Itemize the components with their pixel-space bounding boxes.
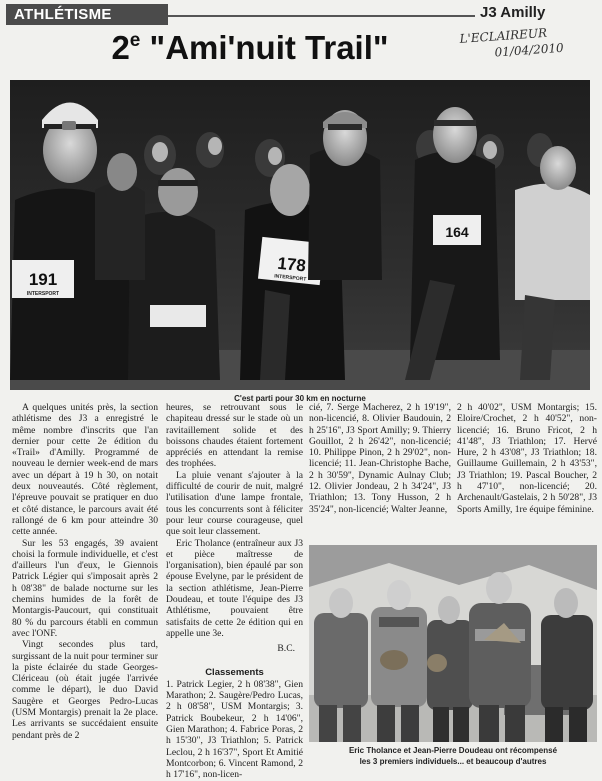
podium-caption-line-2: les 3 premiers individuels... et beaucoup d'autres [359,757,547,766]
article-column-2 [166,402,303,781]
article-paragraph: Eric Tholance (entraîneur aux J3 et pièce maîtresse de l'organisation), bien épaulé par son épouse Evelyne, par le président de la section athlétisme, Jean-Pierre Doudeau, et toute l'équipe des J3 Athlétisme, pouvaient être satisfaits de cette 2e édition qui en appelle une 3e. [166,537,303,639]
article-paragraph: Vingt secondes plus tard, surgissant de la nuit pour terminer sur la piste éclairée du stade Georges-Clériceau (où était jugée l'arrivée comme le départ), le duo David Saugère et Georges Pedro-Lucas (USM Montargis) prenait la 2e place. Les arrivants se succédaient ensuite pendant près de 2 [12,639,158,741]
results-text: 2 h 40'02", USM Montargis; 15. Eloire/Crochet, 2 h 40'52", non-licencié; 16. Bruno Fricot, 2 h 41'48", J3 Triathlon; 17. Hervé Hure, 2 h 43'08", J3 Triathlon; 18. Guillaume Guillemain, 2 h 43'53", J3 Triathlon; 19. Pascal Boucher, 2 h 47'10", non-licencié; 20. Archenault/Gastelais, 2 h 50'28", J3 Sports Amilly, 1re équipe féminine. [457,402,597,515]
bib-191: 191 [28,270,58,289]
article-paragraph: La pluie venant s'ajouter à la difficulté de courir de nuit, malgré l'utilisation d'une lampe frontale, tous les concurrents sont à féliciter pour leur course courageuse, quel que soit leur classement. [166,469,303,538]
podium-photo-caption [309,745,597,767]
article-paragraph: Sur les 53 engagés, 39 avaient choisi la formule individuelle, et c'est d'ailleurs l'un d'eux, le Giennois Patrick Légier qui s'imposait après 2 h 08'38" de balade nocturne sur les chemins humides de la forêt de Montargis-Paucourt, qui constituait 80 % du parcours établi en commun avec l'ONF. [12,537,158,639]
bib-brand-178: INTERSPORT [273,273,307,283]
author-signature: B.C. [277,643,295,655]
section-rubric: ATHLÉTISME [6,4,168,25]
start-photo-caption: C'est parti pour 30 km en nocturne [234,394,366,403]
section-name: J3 Amilly [480,4,546,21]
headline-title: "Ami'nuit Trail" [149,29,389,66]
article-column-1 [12,402,158,741]
header-rule [168,15,475,17]
headline-ordinal: 2 [111,29,130,66]
start-photo-image [10,80,590,390]
podium-photo-image [309,545,597,742]
handwritten-newspaper: L'ECLAIREUR [459,25,548,46]
article-column-4 [457,402,597,515]
podium-photo [309,545,597,742]
headline-ordinal-sup: e [129,30,141,51]
results-title: Classements [205,666,264,678]
bib-brand-191: INTERSPORT [26,291,60,297]
article-column-3 [309,402,451,515]
article-paragraph: A quelques unités près, la section athlétisme des J3 a enregistré le même nombre d'inscrits que l'an dernier pour cette 2e édition du «Trail» d'Amilly. Programmé de nouveau le dernier week-end de mars avec un départ à 19 h 30, on notait deux nouveautés. Côté règlement, l'épreuve pouvait se pratiquer en duo et côté distance, le parcours avait été rallongé de 6 km pour atteindre 30 cette année. [12,402,158,538]
headline [10,26,490,70]
start-photo [10,80,590,390]
bib-164: 164 [445,224,469,240]
article-paragraph: heures, se retrouvant sous le chapiteau dressé sur le stade où un ravitaillement solide et des boissons chaudes étaient fortement appréciés en attendant la remise des trophées. [166,402,303,470]
podium-caption-line-1: Eric Tholance et Jean-Pierre Doudeau ont récompensé [348,746,558,755]
handwritten-date: 01/04/2010 [494,40,565,60]
bib-178: 178 [276,253,307,276]
results-text: cié, 7. Serge Macherez, 2 h 19'19", non-licencié, 8. Olivier Baudouin, 2 h 25'16", J3 Sport Amilly; 9. Thierry Gouillot, 2 h 26'42", non-licencié; 10. Philippe Pinon, 2 h 29'02", non-licencié; 11. Jean-Christophe Bache, 2 h 30'59", Dynamic Aulnay Club; 12. Olivier Jondeau, 2 h 34'24", J3 Triathlon; 13. Tony Husson, 2 h 35'24", non-licencié; Walter Jeanne, [309,402,451,515]
results-text: 1. Patrick Legier, 2 h 08'38", Gien Marathon; 2. Saugère/Pedro Lucas, 2 h 08'58", USM Montargis; 3. Patrick Boubekeur, 2 h 14'06", Gien Marathon; 4. Fabrice Poras, 2 h 15'30", J3 Triathlon; 5. Patrick Leclou, 2 h 16'37", Sport Et Amitié Montcorbon; 6. Vincent Ramond, 2 h 17'16", non-licen- [166,678,303,781]
